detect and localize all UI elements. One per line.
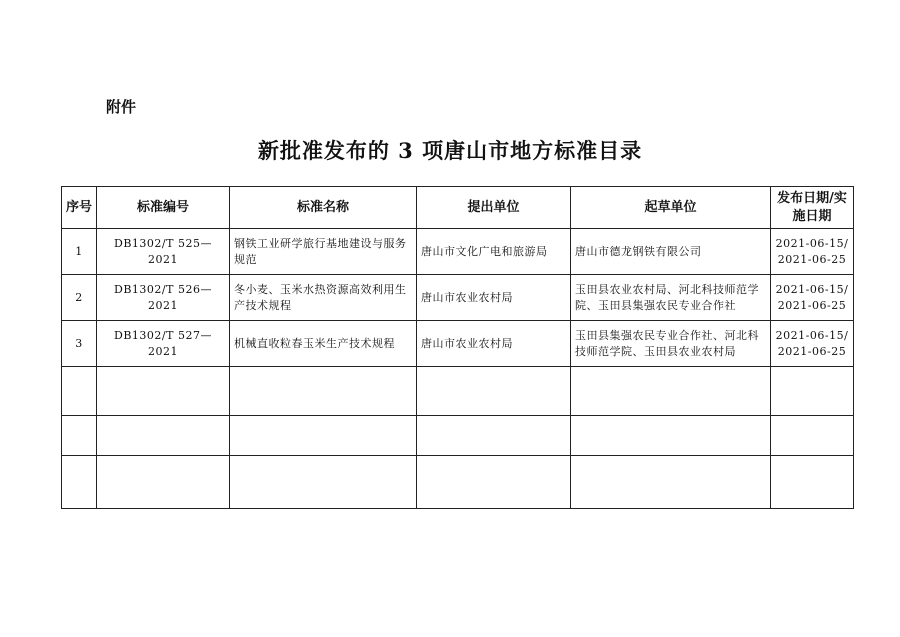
empty-row [62,367,854,416]
empty-row [62,456,854,509]
cell-proposer: 唐山市文化广电和旅游局 [417,229,571,275]
cell-code: DB1302/T 525—2021 [97,229,230,275]
cell-name: 冬小麦、玉米水热资源高效利用生产技术规程 [230,275,417,321]
header-drafter: 起草单位 [571,187,771,229]
implement-date: 2021-06-25 [777,252,847,266]
table-header-row [62,187,854,229]
table-row [62,229,854,275]
table-row [62,275,854,321]
empty-row [62,416,854,456]
cell-name: 机械直收粒春玉米生产技术规程 [230,321,417,367]
header-code: 标准编号 [97,187,230,229]
cell-seq: 2 [62,275,97,321]
cell-dates [771,229,854,275]
cell-dates [771,275,854,321]
cell-name: 钢铁工业研学旅行基地建设与服务规范 [230,229,417,275]
header-proposer: 提出单位 [417,187,571,229]
cell-seq: 1 [62,229,97,275]
implement-date: 2021-06-25 [777,298,847,312]
header-dates: 发布日期/实施日期 [771,187,854,229]
cell-drafter: 玉田县集强农民专业合作社、河北科技师范学院、玉田县农业农村局 [571,321,771,367]
cell-code: DB1302/T 526—2021 [97,275,230,321]
attachment-label: 附件 [106,98,137,116]
cell-drafter: 玉田县农业农村局、河北科技师范学院、玉田县集强农民专业合作社 [571,275,771,321]
table-row [62,321,854,367]
publish-date: 2021-06-15/ [775,282,849,296]
implement-date: 2021-06-25 [777,344,847,358]
header-seq: 序号 [62,187,97,229]
standards-table [61,186,854,509]
publish-date: 2021-06-15/ [775,236,849,250]
cell-seq: 3 [62,321,97,367]
cell-dates [771,321,854,367]
page-title: 新批准发布的 3 项唐山市地方标准目录 [257,138,643,163]
cell-code: DB1302/T 527—2021 [97,321,230,367]
cell-proposer: 唐山市农业农村局 [417,321,571,367]
cell-proposer: 唐山市农业农村局 [417,275,571,321]
publish-date: 2021-06-15/ [775,328,849,342]
cell-drafter: 唐山市德龙钢铁有限公司 [571,229,771,275]
header-name: 标准名称 [230,187,417,229]
